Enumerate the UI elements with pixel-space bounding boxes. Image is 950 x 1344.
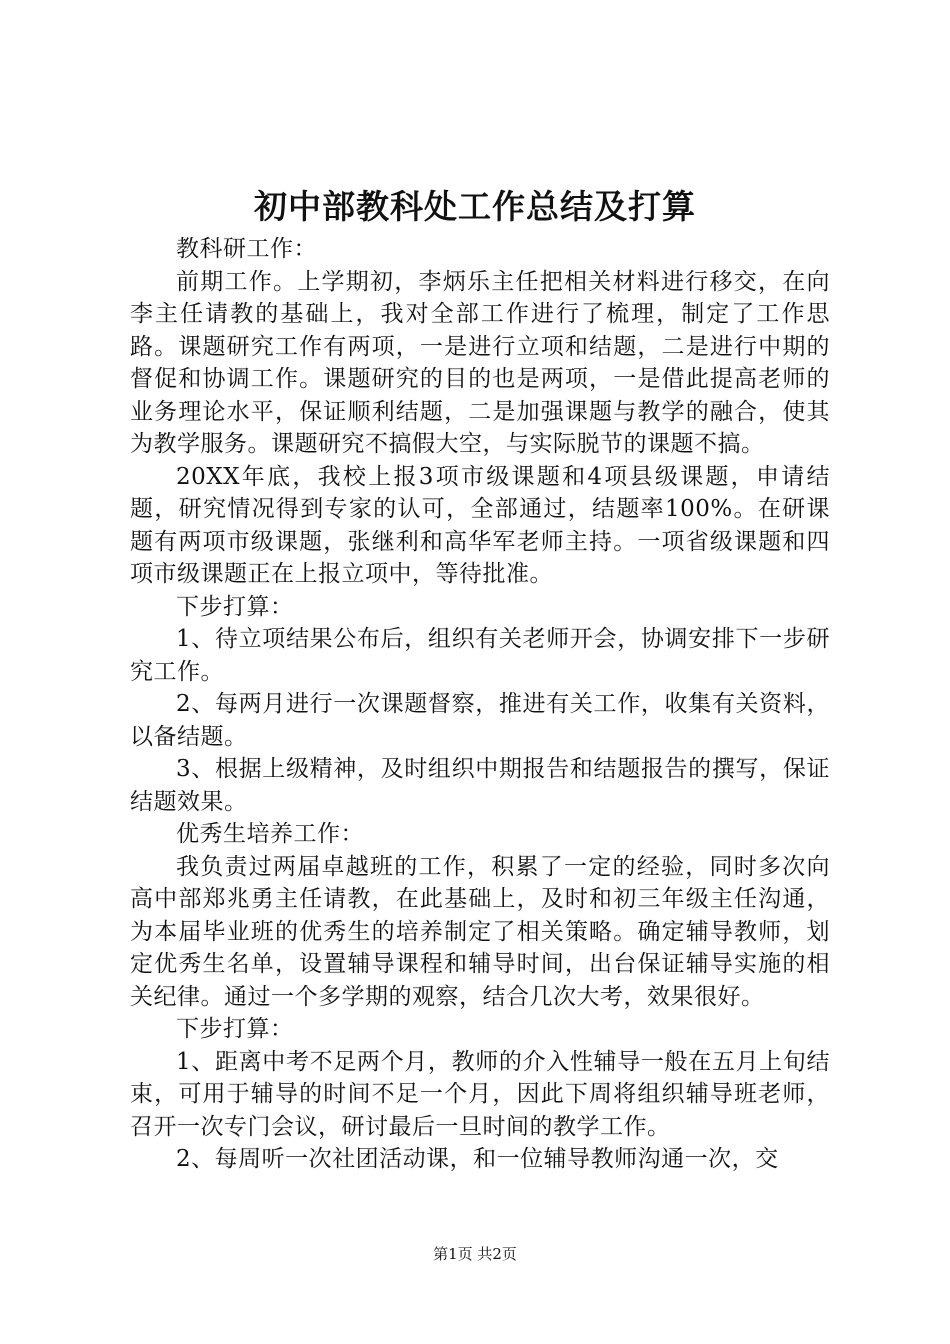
paragraph-next-steps-heading: 下步打算： [176,593,294,620]
paragraph-next-step-3: 3、根据上级精神，及时组织中期报告和结题报告的撰写，保证结题效果。 [130,756,830,815]
paragraph-plan-step-1: 1、距离中考不足两个月，教师的介入性辅导一般在五月上旬结束，可用于辅导的时间不足一个月，因此下周将组织辅导班老师，召开一次专门会议，研讨最后一旦时间的教学工作。 [130,1048,830,1140]
paragraph-section-heading-top-students: 优秀生培养工作： [176,821,364,847]
paragraph-early-work: 前期工作。上学期初，李炳乐主任把相关材料进行移交，在向李主任请教的基础上，我对全部工作进行了梳理，制定了工作思路。课题研究工作有两项，一是进行立项和结题，二是进行中期的督促和协调工作。课题研究的目的也是两项，一是借此提高老师的业务理论水平，保证顺利结题，二是加强课题与教学的融合，使其为教学服务。课题研究不搞假大空，与实际脱节的课题不搞。 [130,268,830,457]
paragraph-project-results: 20XX年底，我校上报3项市级课题和4项县级课题，申请结题，研究情况得到专家的认可，全部通过，结题率100%。在研课题有两项市级课题，张继利和高华军老师主持。一项省级课题和四项市级课题正在上报立项中，等待批准。 [130,463,830,587]
document-body [130,233,830,1176]
document-title: 初中部教科处工作总结及打算 [254,187,696,226]
paragraph-section-heading-research: 教科研工作： [176,236,317,262]
paragraph-next-step-2: 2、每两月进行一次课题督察，推进有关工作，收集有关资料，以备结题。 [130,691,830,750]
paragraph-next-steps-heading-2: 下步打算： [176,1016,294,1042]
paragraph-next-step-1: 1、待立项结果公布后，组织有关老师开会，协调安排下一步研究工作。 [130,626,830,685]
paragraph-plan-step-2: 2、每周听一次社团活动课，和一位辅导教师沟通一次，交 [176,1146,779,1172]
paragraph-top-students-work: 我负责过两届卓越班的工作，积累了一定的经验，同时多次向高中部郑兆勇主任请教，在此基础上，及时和初三年级主任沟通，为本届毕业班的优秀生的培养制定了相关策略。确定辅导教师，划定优秀生名单，设置辅导课程和辅导时间，出台保证辅导实施的相关纪律。通过一个多学期的观察，结合几次大考，效果很好。 [130,853,830,1010]
page-footer: 第1页 共2页 [433,1245,517,1263]
